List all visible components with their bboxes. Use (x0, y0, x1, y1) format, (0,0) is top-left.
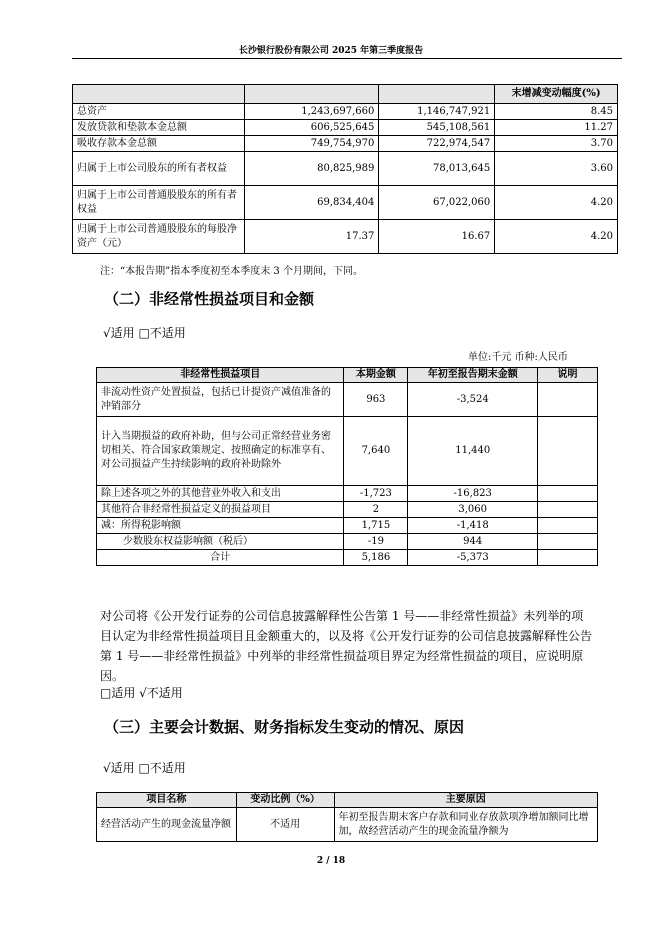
balance-table (72, 84, 618, 254)
table-row (73, 152, 618, 186)
cell-prior: 78,013,645 (379, 152, 495, 186)
table-row (73, 136, 618, 152)
cell-note (538, 502, 598, 518)
row-label: 其他符合非经常性损益定义的损益项目 (97, 502, 344, 518)
non-recurring-table (96, 367, 598, 566)
cell-note (538, 417, 598, 486)
row-label: 非流动性资产处置损益，包括已计提资产减值准备的冲销部分 (97, 383, 344, 417)
cell-change: 11.27 (495, 120, 618, 136)
cell-note (538, 534, 598, 550)
row-label: 少数股东权益影响额（税后） (97, 534, 344, 550)
header-rule (72, 58, 622, 59)
row-label: 总资产 (73, 104, 245, 120)
section-title: （二）非经常性损益项目和金额 (104, 290, 315, 308)
table-row (97, 808, 598, 842)
applicable-status: □适用 √不适用 (100, 686, 183, 700)
cell-note (538, 550, 598, 566)
table-header-cell: 本期金额 (344, 368, 408, 383)
cell-reason: 年初至报告期末客户存款和同业存放款项净增加额同比增加，故经营活动产生的现金流量净额为 (334, 808, 597, 842)
cell-current: 17.37 (244, 220, 379, 254)
cell-prior: 545,108,561 (379, 120, 495, 136)
table-header-row (97, 793, 598, 808)
cell-change: 3.60 (495, 152, 618, 186)
applicable-status: √适用 □不适用 (103, 326, 186, 340)
unit-label: 单位:千元 币种:人民币 (468, 352, 568, 363)
table-row (97, 486, 598, 502)
cell-ytd: 944 (408, 534, 538, 550)
table-row (97, 550, 598, 566)
cell-note (538, 383, 598, 417)
cell-change: 4.20 (495, 186, 618, 220)
row-label: 归属于上市公司普通股股东的所有者权益 (73, 186, 245, 220)
cell-prior: 722,974,547 (379, 136, 495, 152)
row-label: 计入当期损益的政府补助，但与公司正常经营业务密切相关、符合国家政策规定、按照确定的标准享有、对公司损益产生持续影响的政府补助除外 (97, 417, 344, 486)
table-row (73, 220, 618, 254)
table-header-cell (379, 85, 495, 104)
row-label: 除上述各项之外的其他营业外收入和支出 (97, 486, 344, 502)
table-row (97, 502, 598, 518)
cell-current: 69,834,404 (244, 186, 379, 220)
cell-current: 5,186 (344, 550, 408, 566)
table-row (73, 186, 618, 220)
cell-note (538, 518, 598, 534)
table-header-cell: 主要原因 (334, 793, 597, 808)
row-label: 减：所得税影响额 (97, 518, 344, 534)
cell-prior: 1,146,747,921 (379, 104, 495, 120)
cell-ytd: 11,440 (408, 417, 538, 486)
table-row (97, 518, 598, 534)
row-label: 发放贷款和垫款本金总额 (73, 120, 245, 136)
table-row (73, 120, 618, 136)
row-label: 合计 (97, 550, 344, 566)
row-label: 归属于上市公司普通股股东的每股净资产（元） (73, 220, 245, 254)
table-header-cell: 末增减变动幅度(%) (495, 85, 618, 104)
cell-current: 7,640 (344, 417, 408, 486)
table-header-cell: 非经常性损益项目 (97, 368, 344, 383)
table-row (97, 383, 598, 417)
table-header-cell: 项目名称 (97, 793, 237, 808)
cell-prior: 16.67 (379, 220, 495, 254)
table-note: 注：“本报告期”指本季度初至本季度末 3 个月期间，下同。 (100, 266, 363, 277)
cell-prior: 67,022,060 (379, 186, 495, 220)
cell-change: 3.70 (495, 136, 618, 152)
cell-ytd: -3,524 (408, 383, 538, 417)
table-row (97, 534, 598, 550)
cell-current: 80,825,989 (244, 152, 379, 186)
disclosure-paragraph: 对公司将《公开发行证券的公司信息披露解释性公告第 1 号——非经常性损益》未列举的项目认定为非经常性损益项目且金额重大的，以及将《公开发行证券的公司信息披露解释性公告第 1 号——非经常性损益》中列举的非经常性损益项目界定为经常性损益的项目，应说明原因。 (100, 609, 593, 683)
table-header-cell: 年初至报告期末金额 (408, 368, 538, 383)
table-header-cell (244, 85, 379, 104)
section-title: （三）主要会计数据、财务指标发生变动的情况、原因 (104, 718, 465, 736)
table-header-cell (73, 85, 245, 104)
row-label: 经营活动产生的现金流量净额 (97, 808, 237, 842)
cell-current: 963 (344, 383, 408, 417)
cell-current: 749,754,970 (244, 136, 379, 152)
table-header-row (97, 368, 598, 383)
row-label: 归属于上市公司股东的所有者权益 (73, 152, 245, 186)
cell-current: -19 (344, 534, 408, 550)
cell-current: 2 (344, 502, 408, 518)
applicable-status: √适用 □不适用 (103, 761, 186, 775)
row-label: 吸收存款本金总额 (73, 136, 245, 152)
cell-ratio: 不适用 (236, 808, 334, 842)
cell-note (538, 486, 598, 502)
cell-ytd: 3,060 (408, 502, 538, 518)
cell-ytd: -5,373 (408, 550, 538, 566)
cell-current: 1,715 (344, 518, 408, 534)
cell-current: -1,723 (344, 486, 408, 502)
cell-change: 4.20 (495, 220, 618, 254)
table-header-cell: 变动比例（%） (236, 793, 334, 808)
cell-change: 8.45 (495, 104, 618, 120)
cell-current: 606,525,645 (244, 120, 379, 136)
cell-ytd: -1,418 (408, 518, 538, 534)
table-header-row (73, 85, 618, 104)
table-header-cell: 说明 (538, 368, 598, 383)
change-table (96, 792, 598, 842)
page-number: 2 / 18 (316, 856, 346, 866)
table-row (73, 104, 618, 120)
cell-current: 1,243,697,660 (244, 104, 379, 120)
cell-ytd: -16,823 (408, 486, 538, 502)
table-row (97, 417, 598, 486)
page-header: 长沙银行股份有限公司 2025 年第三季度报告 (238, 46, 424, 56)
